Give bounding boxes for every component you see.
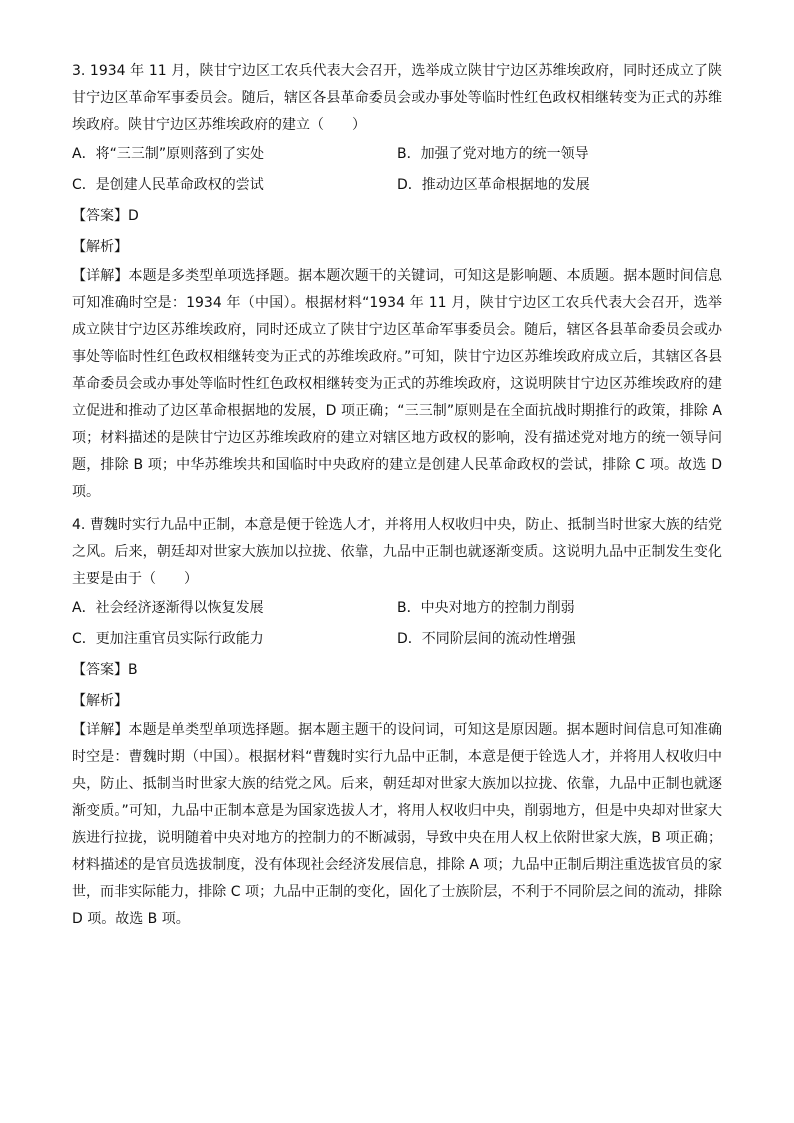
exam-page [72,58,727,933]
question-stem: 4. 曹魏时实行九品中正制，本意是便于铨选人才，并将用人权收归中央，防止、抵制当时世家大族的结党之风。后来，朝廷却对世家大族加以拉拢、依靠，九品中正制也就逐渐变质。这说明九品中正制发生变化主要是由于（ ） [72,517,722,587]
option-b: B．加强了党对地方的统一领导 [397,146,589,162]
detail-explanation: 【详解】本题是多类型单项选择题。据本题次题干的关键词，可知这是影响题、本质题。据本题时间信息可知准确时空是：1934 年（中国）。根据材料“1934 年 11 月，陕甘宁边区工农兵代表大会召开，选举成立陕甘宁边区苏维埃政府，同时还成立了陕甘宁边区革命军事委员会。随后，辖区各县革命委员会或办事处等临时性红色政权相继转变为正式的苏维埃政府。”可知，陕甘宁边区苏维埃政府成立后，其辖区各县革命委员会或办事处等临时性红色政权相继转变为正式的苏维埃政府，这说明陕甘宁边区苏维埃政府的建立促进和推动了边区革命根据地的发展，D 项正确；“三三制”原则是在全面抗战时期推行的政策，排除 A 项；材料描述的是陕甘宁边区苏维埃政府的建立对辖区地方政权的影响，没有描述党对地方的统一领导问题，排除 B 项；中华苏维埃共和国临时中央政府的建立是创建人民革命政权的尝试，排除 C 项。故选 D 项。 [72,268,727,500]
option-row [72,170,722,201]
option-a: A．社会经济逐渐得以恢复发展 [72,600,264,616]
question-3 [72,58,727,506]
option-d: D．推动边区革命根据地的发展 [397,177,590,193]
question-stem: 3. 1934 年 11 月，陕甘宁边区工农兵代表大会召开，选举成立陕甘宁边区苏维埃政府，同时还成立了陕甘宁边区革命军事委员会。随后，辖区各县革命委员会或办事处等临时性红色政权相继转变为正式的苏维埃政府。陕甘宁边区苏维埃政府的建立（ ） [72,63,722,133]
analysis-label: 【解析】 [72,239,128,255]
option-c: C．是创建人民革命政权的尝试 [72,177,264,193]
option-d: D．不同阶层间的流动性增强 [397,631,576,647]
answer-label: 【答案】B [72,662,138,678]
option-row [72,139,722,170]
detail-explanation: 【详解】本题是单类型单项选择题。据本题主题干的设问词，可知这是原因题。据本题时间信息可知准确时空是：曹魏时期（中国）。根据材料“曹魏时实行九品中正制，本意是便于铨选人才，并将用人权收归中央，防止、抵制当时世家大族的结党之风。后来，朝廷却对世家大族加以拉拢、依靠，九品中正制也就逐渐变质。”可知，九品中正制本意是为国家选拔人才，将用人权收归中央，削弱地方，但是中央却对世家大族进行拉拢，说明随着中央对地方的控制力的不断减弱，导致中央在用人权上依附世家大族，B 项正确；材料描述的是官员选拔制度，没有体现社会经济发展信息，排除 A 项；九品中正制后期注重选拔官员的家世，而非实际能力，排除 C 项；九品中正制的变化，固化了士族阶层，不利于不同阶层之间的流动，排除 D 项。故选 B 项。 [72,722,727,927]
analysis-label: 【解析】 [72,693,128,709]
option-a: A．将“三三制”原则落到了实处 [72,146,265,162]
option-row [72,624,722,655]
option-b: B．中央对地方的控制力削弱 [397,600,575,616]
option-row [72,593,722,624]
question-4 [72,512,727,933]
answer-label: 【答案】D [72,208,139,224]
option-c: C．更加注重官员实际行政能力 [72,631,264,647]
